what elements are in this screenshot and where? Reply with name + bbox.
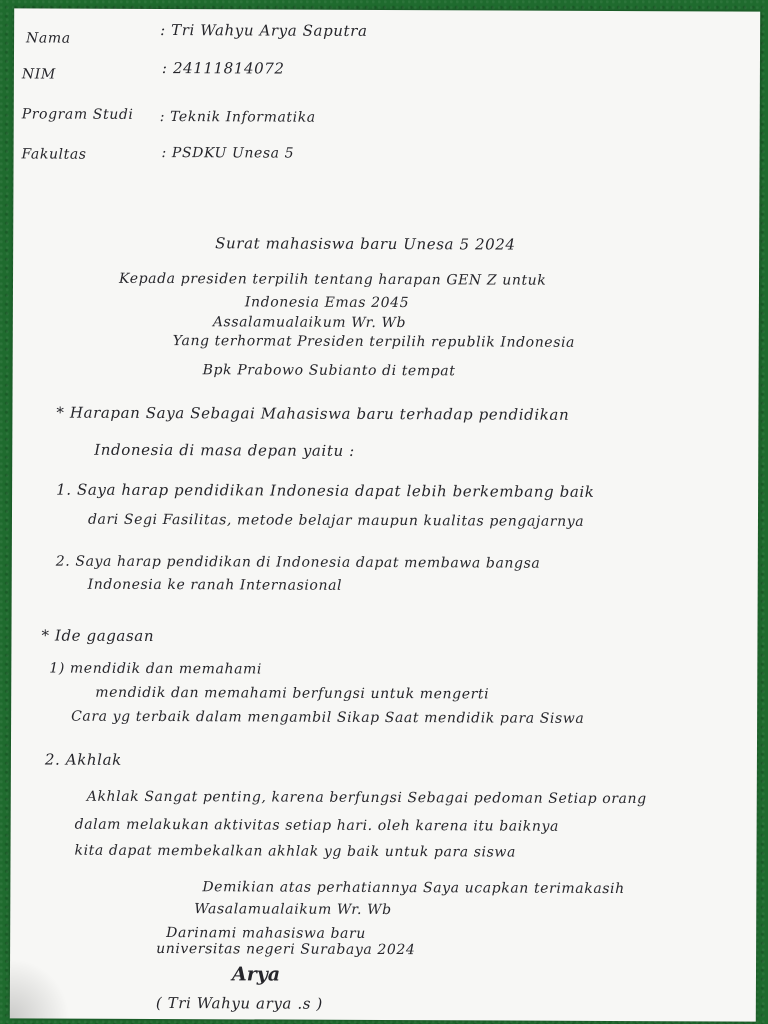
- sender-line-2: universitas negeri Surabaya 2024: [156, 941, 416, 959]
- letter-heading-line-3: Indonesia Emas 2045: [244, 294, 410, 312]
- nim-value: : 24111814072: [161, 59, 285, 78]
- signed-name: ( Tri Wahyu arya .s ): [155, 994, 323, 1013]
- addressee-line-1: Yang terhormat Presiden terpilih republik Indonesia: [172, 333, 576, 351]
- signature: Arya: [231, 963, 281, 986]
- ide-item-2-line-2: dalam melakukan aktivitas setiap hari. oleh karena itu baiknya: [74, 816, 560, 835]
- ide-item-2-title: 2. Akhlak: [44, 750, 122, 769]
- harapan-item-1-line-1: 1. Saya harap pendidikan Indonesia dapat lebih berkembang baik: [56, 480, 595, 501]
- handwritten-letter-page: [10, 8, 760, 1021]
- harapan-intro-line-2: Indonesia di masa depan yaitu :: [94, 440, 355, 460]
- closing-line-1: Demikian atas perhatiannya Saya ucapkan terimakasih: [202, 879, 625, 898]
- letter-heading-line-1: Surat mahasiswa baru Unesa 5 2024: [215, 234, 516, 254]
- nim-label: NIM: [21, 66, 56, 83]
- ide-item-1-line-1: mendidik dan memahami berfungsi untuk mengerti: [95, 684, 490, 703]
- page-shadow: [10, 958, 70, 1018]
- program-studi-label: Program Studi: [21, 106, 134, 123]
- letter-heading-line-2: Kepada presiden terpilih tentang harapan GEN Z untuk: [118, 270, 547, 289]
- fakultas-value: : PSDKU Unesa 5: [161, 145, 295, 162]
- program-studi-value: : Teknik Informatika: [159, 109, 316, 126]
- sender-line-1: Darinami mahasiswa baru: [166, 925, 366, 942]
- harapan-intro-line-1: * Harapan Saya Sebagai Mahasiswa baru terhadap pendidikan: [56, 403, 570, 424]
- greeting: Assalamualaikum Wr. Wb: [212, 314, 407, 332]
- harapan-item-2-line-1: 2. Saya harap pendidikan di Indonesia dapat membawa bangsa: [55, 553, 541, 572]
- ide-item-1-line-2: Cara yg terbaik dalam mengambil Sikap Saat mendidik para Siswa: [71, 708, 585, 727]
- ide-item-2-line-3: kita dapat membekalkan akhlak yg baik untuk para siswa: [74, 842, 516, 861]
- ide-item-1-title: 1) mendidik dan memahami: [49, 660, 263, 678]
- harapan-item-2-line-2: Indonesia ke ranah Internasional: [87, 576, 343, 594]
- ide-item-2-line-1: Akhlak Sangat penting, karena berfungsi Sebagai pedoman Setiap orang: [86, 788, 647, 808]
- closing-line-2: Wasalamualaikum Wr. Wb: [194, 901, 392, 919]
- fakultas-label: Fakultas: [21, 146, 87, 163]
- name-label: Nama: [26, 30, 71, 47]
- ide-gagasan-heading: * Ide gagasan: [41, 626, 155, 645]
- addressee-line-2: Bpk Prabowo Subianto di tempat: [202, 362, 456, 380]
- name-value: : Tri Wahyu Arya Saputra: [160, 21, 368, 40]
- harapan-item-1-line-2: dari Segi Fasilitas, metode belajar maupun kualitas pengajarnya: [87, 511, 585, 530]
